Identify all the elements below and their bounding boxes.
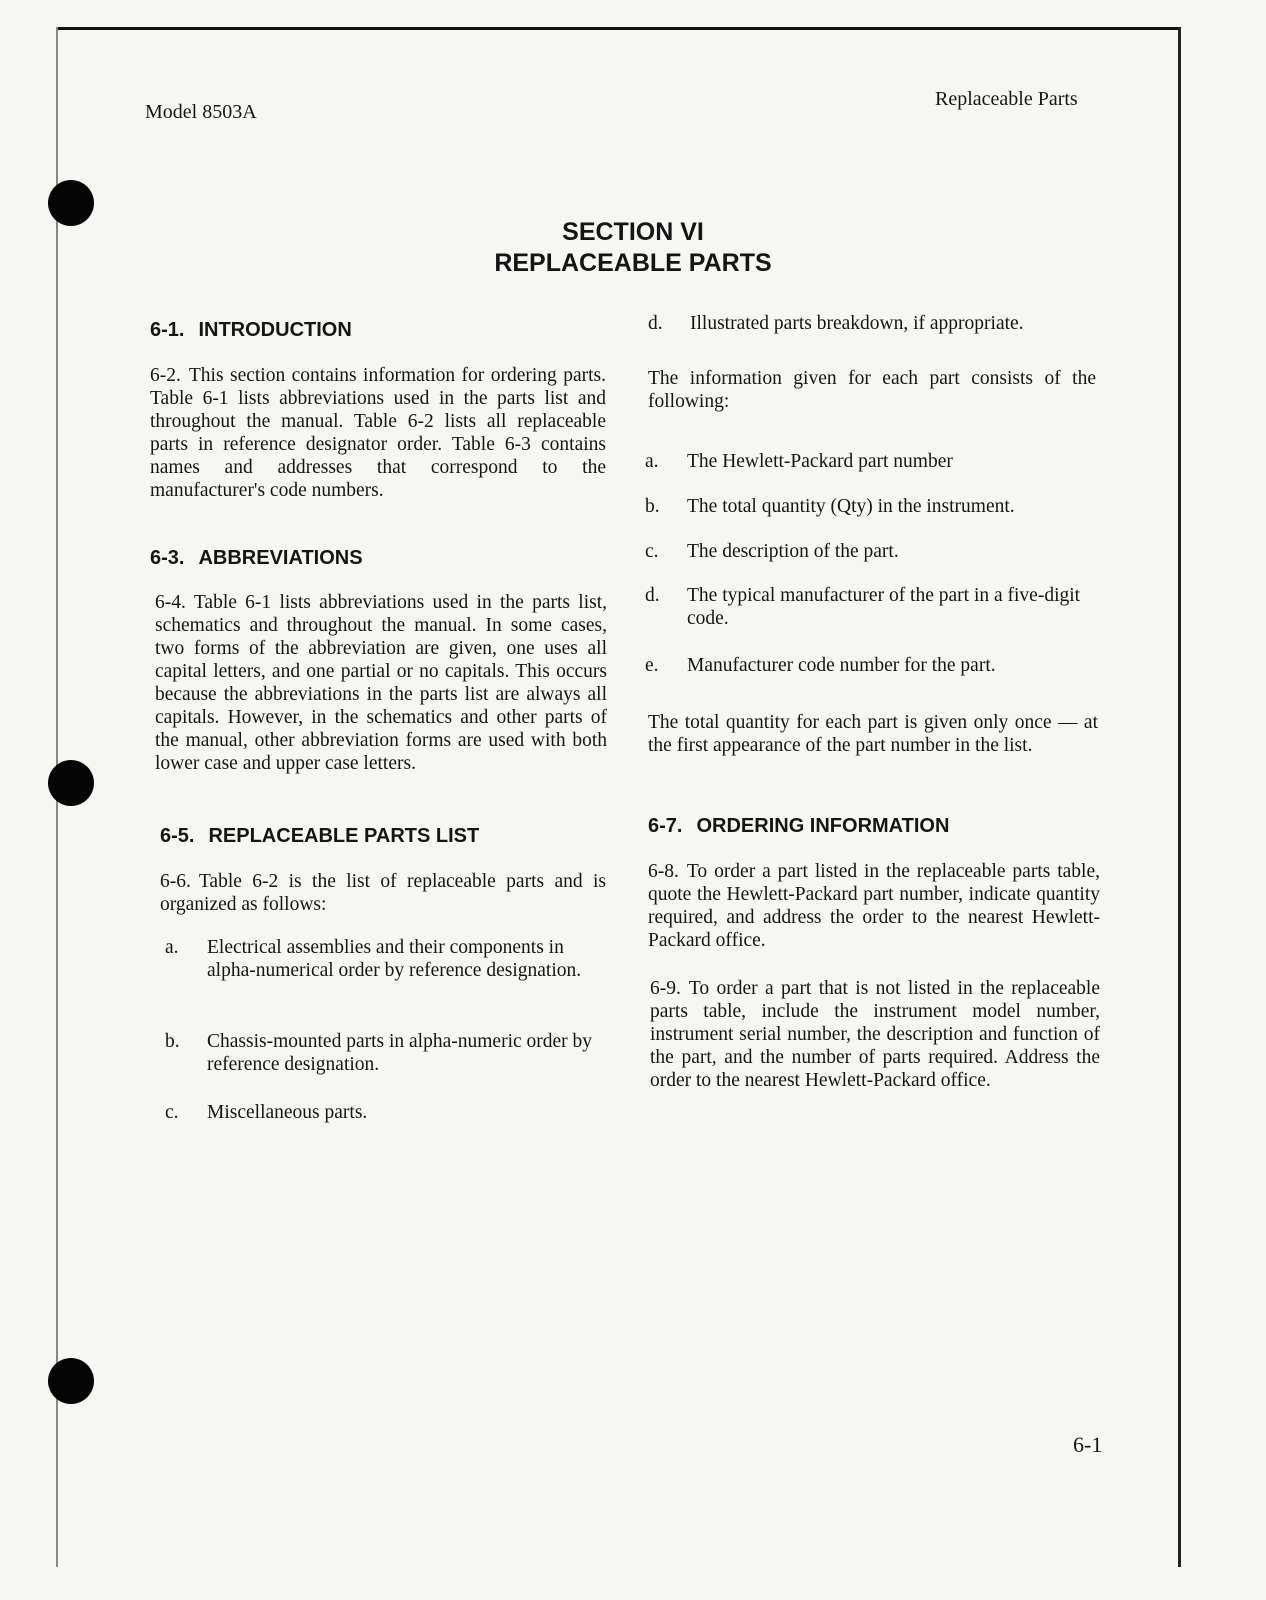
- paragraph-quantity-note: The total quantity for each part is given only once — at the first appearance of the part number in the list.: [648, 712, 1098, 756]
- heading-replaceable-parts-list: 6-5. REPLACEABLE PARTS LIST: [160, 825, 480, 847]
- binder-hole-middle: [48, 760, 94, 806]
- page-number: 6-1: [1073, 1432, 1103, 1457]
- paragraph-information-intro: The information given for each part consists of the following:: [648, 368, 1096, 412]
- header-model: Model 8503A: [145, 101, 257, 123]
- heading-introduction: 6-1. INTRODUCTION: [150, 319, 352, 341]
- binder-hole-bottom: [48, 1358, 94, 1404]
- section-title: SECTION VI: [562, 218, 704, 246]
- section-subtitle: REPLACEABLE PARTS: [494, 249, 772, 277]
- heading-abbreviations: 6-3. ABBREVIATIONS: [150, 547, 363, 569]
- paragraph-6-4: 6-4. Table 6-1 lists abbreviations used in the parts list, schematics and throughout the manual. In some cases, two forms of the abbreviation are given, one uses all capital letters, and one partial or no capitals. This occurs because the abbreviations in the parts list are always all capitals. However, in the schematics and other parts of the manual, other abbreviation forms are used with both lower case and upper case letters.: [155, 592, 607, 774]
- paragraph-6-9: 6-9. To order a part that is not listed in the replaceable parts table, include the instrument model number, instrument serial number, the description and function of the part, and the number of parts required. Address the order to the nearest Hewlett-Packard office.: [650, 978, 1100, 1091]
- header-section: Replaceable Parts: [935, 88, 1078, 110]
- heading-ordering-information: 6-7. ORDERING INFORMATION: [648, 815, 950, 837]
- paragraph-6-6: 6-6. Table 6-2 is the list of replaceable parts and is organized as follows:: [160, 871, 606, 915]
- top-border: [58, 27, 1180, 30]
- paragraph-6-8: 6-8. To order a part listed in the replaceable parts table, quote the Hewlett-Packard part number, indicate quantity required, and address the order to the nearest Hewlett-Packard office.: [648, 861, 1100, 951]
- paragraph-6-2: 6-2. This section contains information for ordering parts. Table 6-1 lists abbreviations used in the parts list and throughout the manual. Table 6-2 lists all replaceable parts in reference designator order. Table 6-3 contains names and addresses that correspond to the manufacturer's code numbers.: [150, 365, 606, 501]
